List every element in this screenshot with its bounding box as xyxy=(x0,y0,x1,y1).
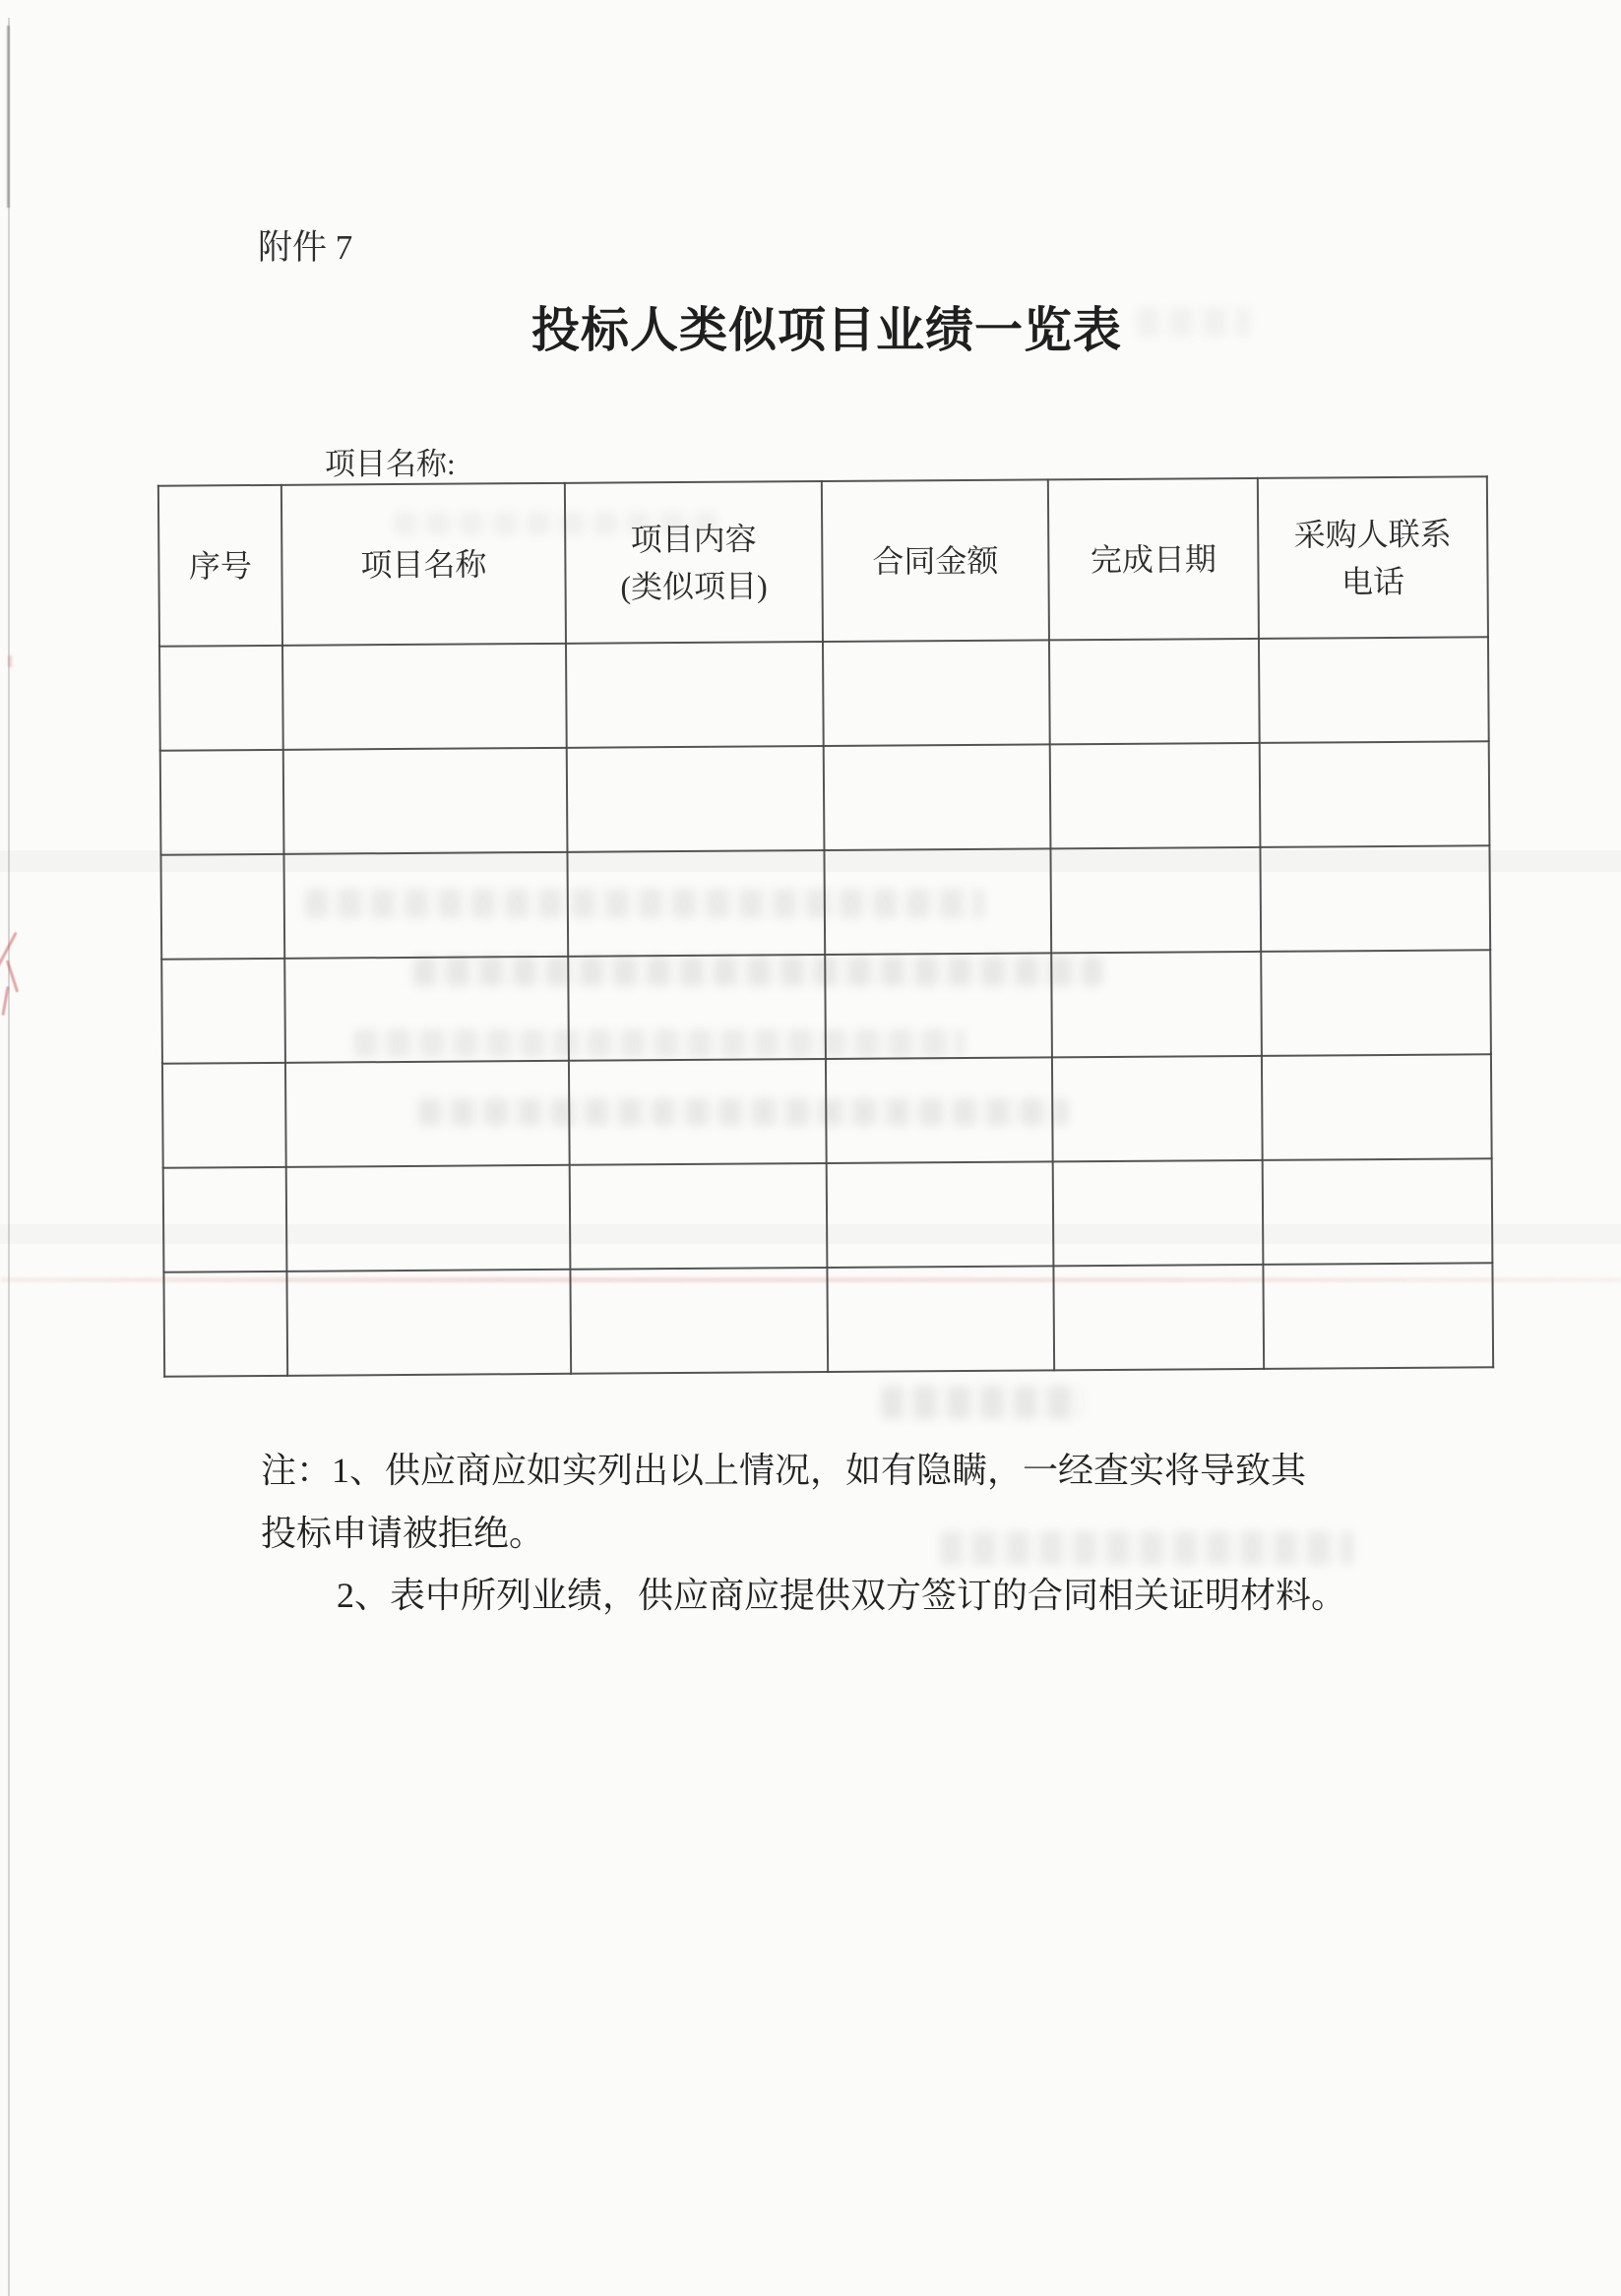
empty-cell xyxy=(1261,950,1491,1056)
empty-cell xyxy=(163,1272,287,1377)
table-row xyxy=(161,950,1491,1063)
table-row xyxy=(159,637,1489,750)
empty-cell xyxy=(1053,1160,1264,1266)
empty-cell xyxy=(825,953,1052,1059)
empty-cell xyxy=(283,852,568,959)
empty-cell xyxy=(824,848,1051,955)
empty-cell xyxy=(568,955,826,1061)
empty-cell xyxy=(1260,845,1490,952)
empty-cell xyxy=(1262,1054,1492,1160)
empty-cell xyxy=(824,744,1051,850)
empty-cell xyxy=(1052,1056,1263,1161)
empty-cell xyxy=(161,959,285,1064)
performance-table xyxy=(157,475,1494,1377)
empty-cell xyxy=(570,1268,828,1374)
empty-cell xyxy=(284,957,569,1063)
empty-cell xyxy=(286,1165,571,1272)
empty-cell xyxy=(162,1063,286,1168)
bleed-through-text xyxy=(1137,307,1250,337)
table-body xyxy=(159,637,1493,1376)
empty-cell xyxy=(159,646,283,751)
empty-cell xyxy=(566,642,824,748)
empty-cell xyxy=(283,748,568,854)
header-row xyxy=(158,476,1488,646)
empty-cell xyxy=(1260,741,1490,847)
note-line: 注：1、供应商应如实列出以上情况，如有隐瞒，一经查实将导致其 xyxy=(261,1451,1307,1490)
empty-cell xyxy=(1263,1263,1493,1369)
bleed-through-text xyxy=(940,1531,1353,1565)
empty-cell xyxy=(285,1061,570,1167)
bleed-through-text xyxy=(881,1386,1083,1419)
column-header-project-name: 项目名称 xyxy=(281,483,566,646)
empty-cell xyxy=(160,750,284,855)
empty-cell xyxy=(1053,1265,1264,1370)
empty-cell xyxy=(160,854,284,960)
empty-cell xyxy=(1050,847,1261,953)
column-header-project-content: 项目内容 (类似项目) xyxy=(565,481,823,644)
empty-cell xyxy=(1049,639,1260,744)
scan-edge-line xyxy=(8,18,10,2296)
table-row xyxy=(160,845,1490,959)
performance-table-wrapper xyxy=(157,475,1492,1377)
empty-cell xyxy=(1259,637,1489,743)
empty-cell xyxy=(826,1057,1053,1163)
empty-cell xyxy=(569,1059,827,1165)
empty-cell xyxy=(1263,1158,1493,1265)
empty-cell xyxy=(567,746,825,852)
scan-pink-mark xyxy=(8,655,12,667)
project-name-label: 项目名称: xyxy=(325,447,456,481)
scan-pink-mark xyxy=(0,932,18,969)
column-header-contract-amount: 合同金额 xyxy=(822,479,1049,642)
empty-cell xyxy=(827,1161,1054,1268)
empty-cell xyxy=(163,1167,287,1272)
scan-edge-mark xyxy=(7,26,10,208)
table-row xyxy=(160,741,1490,854)
scan-pink-mark xyxy=(1,986,9,1016)
column-header-purchaser-phone: 采购人联系 电话 xyxy=(1258,476,1488,639)
empty-cell xyxy=(823,640,1050,746)
table-row xyxy=(162,1054,1492,1167)
empty-cell xyxy=(567,850,825,957)
empty-cell xyxy=(827,1266,1054,1372)
table-row xyxy=(163,1263,1493,1376)
empty-cell xyxy=(1050,743,1261,848)
empty-cell xyxy=(570,1163,828,1270)
empty-cell xyxy=(286,1270,571,1376)
empty-cell xyxy=(1051,952,1262,1057)
column-header-serial: 序号 xyxy=(158,485,282,647)
note-line: 2、表中所列业绩，供应商应提供双方签订的合同相关证明材料。 xyxy=(337,1576,1347,1615)
note-line: 投标申请被拒绝。 xyxy=(261,1514,545,1553)
page-title: 投标人类似项目业绩一览表 xyxy=(531,303,1123,357)
empty-cell xyxy=(282,644,567,750)
attachment-label: 附件 7 xyxy=(258,228,353,267)
column-header-completion-date: 完成日期 xyxy=(1048,478,1259,640)
scan-pink-mark xyxy=(6,960,19,992)
table-row xyxy=(163,1158,1493,1272)
